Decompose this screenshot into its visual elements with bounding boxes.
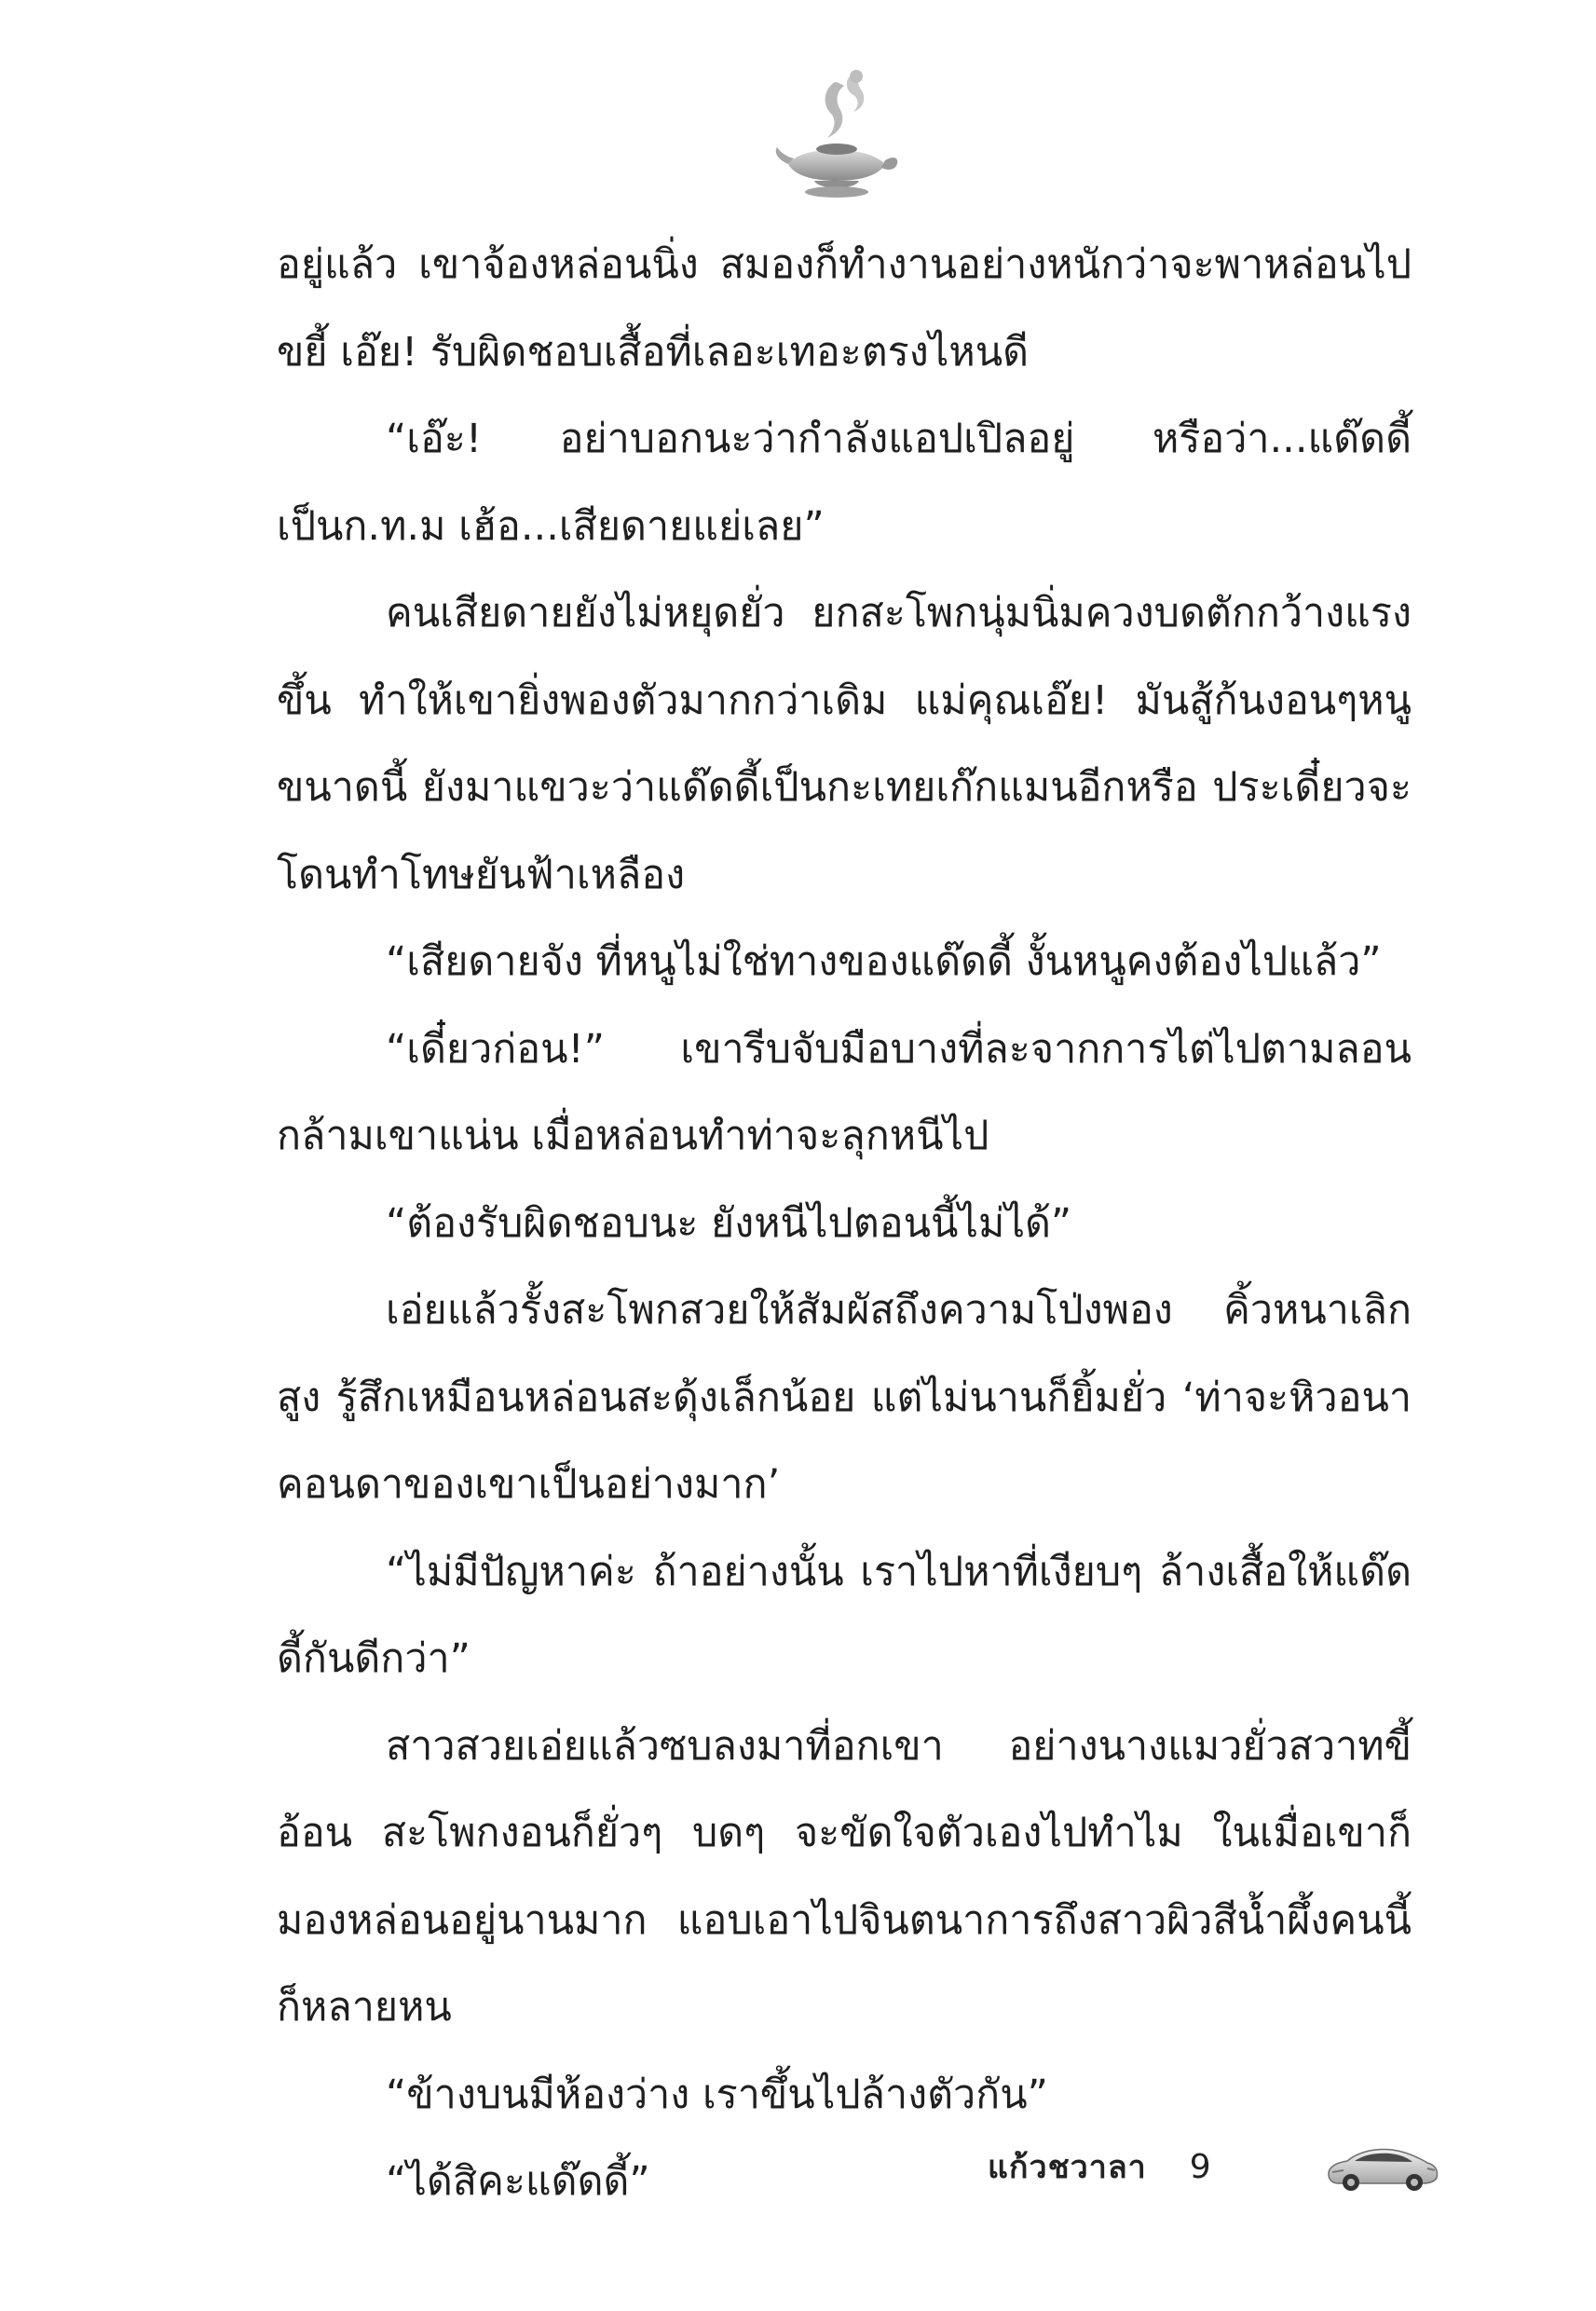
page-number: 9: [1189, 2147, 1211, 2186]
paragraph: สาวสวยเอ่ยแล้วซบลงมาที่อกเขา อย่างนางแมวยั่วสวาทขี้อ้อน สะโพกงอนก็ยั่วๆ บดๆ จะขัดใจตัวเองไปทำไม ในเมื่อเขาก็มองหล่อนอยู่นานมาก แอบเอาไปจินตนาการถึงสาวผิวสีน้ำผึ้งคนนี้ก็หลายหน: [277, 1722, 1412, 2031]
paragraph: “เดี๋ยวก่อน!” เขารีบจับมือบางที่ละจากการไต่ไปตามลอนกล้ามเขาแน่น เมื่อหล่อนทำท่าจะลุกหนีไป: [277, 1025, 1412, 1159]
paragraph: “ไม่มีปัญหาค่ะ ถ้าอย่างนั้น เราไปหาที่เงียบๆ ล้างเสื้อให้แด๊ดดี้กันดีกว่า”: [277, 1548, 1412, 1682]
paragraph: “ต้องรับผิดชอบนะ ยังหนีไปตอนนี้ไม่ได้”: [386, 1199, 1072, 1247]
story-text: [277, 222, 1412, 2226]
genie-lamp-icon: [770, 63, 900, 203]
book-title: แก้วชวาลา: [988, 2149, 1147, 2186]
paragraph: เอ่ยแล้วรั้งสะโพกสวยให้สัมผัสถึงความโป่งพอง คิ้วหนาเลิกสูง รู้สึกเหมือนหล่อนสะดุ้งเล็กน้อย แต่ไม่นานก็ยิ้มยั่ว ‘ท่าจะหิวอนาคอนดาของเขาเป็นอย่างมาก’: [277, 1287, 1412, 1508]
paragraph: “ข้างบนมีห้องว่าง เราขึ้นไปล้างตัวกัน”: [386, 2071, 1048, 2118]
paragraph: “ได้สิคะแด๊ดดี้”: [386, 2158, 650, 2205]
sports-car-icon: [1323, 2137, 1439, 2195]
paragraph: “เสียดายจัง ที่หนูไม่ใช่ทางของแด๊ดดี้ งั้นหนูคงต้องไปแล้ว”: [386, 938, 1382, 985]
paragraph: คนเสียดายยังไม่หยุดยั่ว ยกสะโพกนุ่มนิ่มควงบดตักกว้างแรงขึ้น ทำให้เขายิ่งพองตัวมากกว่าเดิม แม่คุณเอ๊ย! มันสู้ก้นงอนๆหนูขนาดนี้ ยังมาแขวะว่าแด๊ดดี้เป็นกะเทยเก๊กแมนอีกหรือ ประเดี๋ยวจะโดนทำโทษยันฟ้าเหลือง: [277, 590, 1412, 898]
paragraph: อยู่แล้ว เขาจ้องหล่อนนิ่ง สมองก็ทำงานอย่างหนักว่าจะพาหล่อนไปขยี้ เอ๊ย! รับผิดชอบเสื้อที่เลอะเทอะตรงไหนดี: [277, 241, 1412, 376]
paragraph: “เอ๊ะ! อย่าบอกนะว่ากำลังแอปเปิลอยู่ หรือว่า...แด๊ดดี้เป็นก.ท.ม เฮ้อ...เสียดายแย่เลย”: [277, 416, 1412, 550]
